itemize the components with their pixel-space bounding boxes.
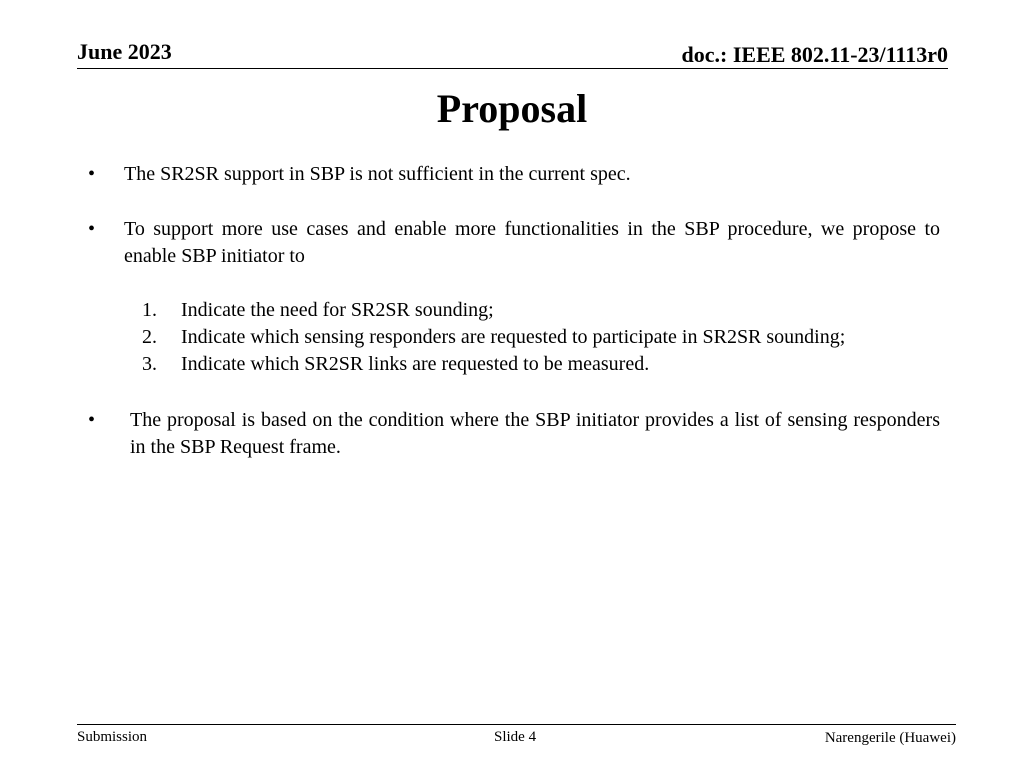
list-item: Indicate the need for SR2SR sounding; bbox=[181, 299, 494, 321]
footer-slide-number: Slide 4 bbox=[494, 729, 537, 745]
header-doc-number: doc.: IEEE 802.11-23/1113r0 bbox=[681, 42, 948, 67]
bullet-item: The SR2SR support in SBP is not sufficient in the current spec. bbox=[124, 163, 631, 185]
footer-author: Narengerile (Huawei) bbox=[824, 730, 956, 746]
slide-title: Proposal bbox=[436, 86, 588, 131]
list-item: Indicate which SR2SR links are requested to be measured. bbox=[181, 353, 650, 375]
bullet-marker: • bbox=[88, 218, 96, 240]
list-number: 2. bbox=[142, 326, 157, 348]
list-item: Indicate which sensing responders are requested to participate in SR2SR sounding; bbox=[181, 326, 846, 348]
footer-divider bbox=[77, 724, 956, 725]
footer-submission: Submission bbox=[77, 729, 148, 745]
header-date: June 2023 bbox=[77, 39, 172, 64]
list-number: 1. bbox=[142, 299, 157, 321]
list-number: 3. bbox=[142, 353, 157, 375]
bullet-item: The proposal is based on the condition where the SBP initiator provides a list of sensing responders in the SBP Request frame. bbox=[130, 409, 940, 458]
bullet-marker: • bbox=[88, 409, 96, 431]
bullet-item: To support more use cases and enable more functionalities in the SBP procedure, we propose to enable SBP initiator to bbox=[124, 218, 940, 267]
bullet-marker: • bbox=[88, 163, 96, 185]
header-divider bbox=[77, 68, 948, 69]
